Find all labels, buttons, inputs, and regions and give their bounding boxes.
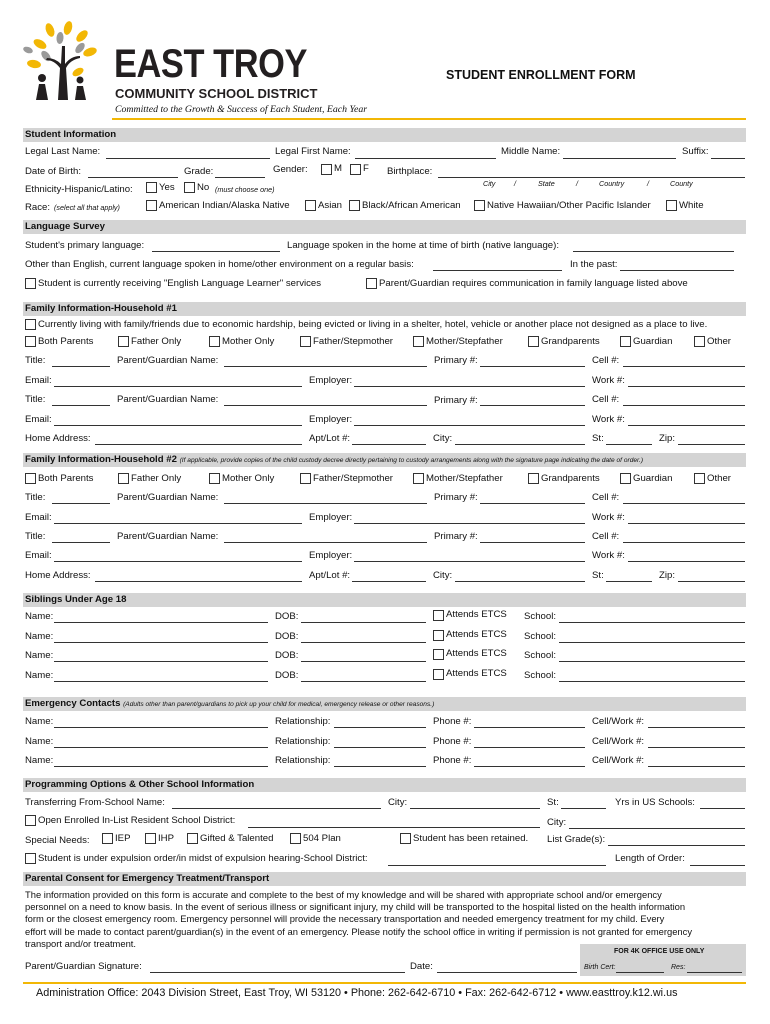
iep-checkbox[interactable] (102, 833, 113, 844)
length-label: Length of Order: (615, 853, 685, 864)
legal-last-field[interactable] (106, 158, 270, 159)
household1-option-checkbox[interactable] (118, 336, 129, 347)
h1-email2-field[interactable] (54, 425, 302, 426)
household1-option-checkbox[interactable] (209, 336, 220, 347)
date-field[interactable] (437, 972, 577, 973)
ihp-label: IHP (158, 833, 174, 844)
res-field[interactable] (687, 972, 742, 973)
h2-address-field[interactable] (95, 581, 302, 582)
h2-title2-field[interactable] (52, 542, 110, 543)
bp-country: Country (599, 179, 625, 188)
h2-zip-field[interactable] (678, 581, 745, 582)
h2-work2-field[interactable] (628, 561, 745, 562)
h2-title2-label: Title: (25, 531, 46, 542)
gender-label: Gender: (273, 164, 308, 175)
race-hawaiian-label: Native Hawaiian/Other Pacific Islander (487, 200, 651, 211)
emergency-phone-field[interactable] (474, 747, 585, 748)
race-white-checkbox[interactable] (666, 200, 677, 211)
h1-work2-field[interactable] (628, 425, 745, 426)
length-field[interactable] (690, 865, 745, 866)
list-grades-field[interactable] (608, 845, 745, 846)
birth-cert-label: Birth Cert: (584, 964, 616, 971)
emergency-relationship-field[interactable] (334, 766, 426, 767)
h1-city-label: City: (433, 433, 453, 444)
section-student-info (23, 128, 746, 142)
prog-city2-label: City: (547, 817, 567, 828)
consent-paragraph (25, 889, 747, 950)
section-title-text: Emergency Contacts (25, 698, 121, 709)
household2-option-checkbox[interactable] (620, 473, 631, 484)
prog-city-field[interactable] (410, 808, 540, 809)
sibling-name-label: Name: (25, 670, 54, 681)
h1-work1-field[interactable] (628, 386, 745, 387)
retained-label: Student has been retained. (413, 833, 529, 844)
h2-primary1-field[interactable] (480, 503, 585, 504)
birth-language-field[interactable] (573, 251, 734, 252)
h2-title1-label: Title: (25, 492, 46, 503)
household1-option-checkbox[interactable] (25, 336, 36, 347)
h2-parent2-label: Parent/Guardian Name: (117, 531, 219, 542)
sibling-dob-field[interactable] (301, 661, 426, 662)
emergency-name-label: Name: (25, 755, 54, 766)
h1-parent2-field[interactable] (224, 405, 427, 406)
open-enrolled-field[interactable] (248, 827, 540, 828)
sibling-dob-label: DOB: (275, 670, 299, 681)
grade-field[interactable] (215, 177, 265, 178)
other-language-field[interactable] (433, 270, 562, 271)
race-black-checkbox[interactable] (349, 200, 360, 211)
expulsion-label: Student is under expulsion order/in midst of expulsion hearing-School District: (38, 853, 368, 864)
ethnicity-yes-checkbox[interactable] (146, 182, 157, 193)
emergency-name-field[interactable] (54, 727, 268, 728)
race-amerind-label: American Indian/Alaska Native (159, 200, 290, 211)
sibling-dob-label: DOB: (275, 650, 299, 661)
sibling-attends-checkbox[interactable] (433, 610, 444, 621)
legal-first-label: Legal First Name: (275, 146, 351, 157)
emergency-phone-field[interactable] (474, 766, 585, 767)
household2-option-label: Guardian (633, 473, 673, 484)
footer-address: Administration Office: 2043 Division Street, East Troy, WI 53120 • Phone: 262-642-6710 • Fax: 262-642-6712 • www.easttroy.k12.wi.us (36, 987, 678, 999)
sibling-dob-field[interactable] (301, 681, 426, 682)
signature-field[interactable] (150, 972, 405, 973)
h1-email1-field[interactable] (54, 386, 302, 387)
household1-option-label: Guardian (633, 336, 673, 347)
emergency-phone-label: Phone #: (433, 736, 472, 747)
yrs-us-label: Yrs in US Schools: (615, 797, 695, 808)
sibling-name-field[interactable] (54, 622, 268, 623)
parent-comm-label: Parent/Guardian requires communication in family language listed above (379, 278, 688, 289)
sibling-school-label: School: (524, 670, 556, 681)
h1-title1-label: Title: (25, 355, 46, 366)
h1-employer2-field[interactable] (354, 425, 585, 426)
primary-language-field[interactable] (152, 251, 280, 252)
dob-field[interactable] (88, 177, 178, 178)
footer-rule (23, 982, 746, 984)
504-checkbox[interactable] (290, 833, 301, 844)
sibling-school-label: School: (524, 650, 556, 661)
h2-primary1-label: Primary #: (434, 492, 478, 503)
h1-apt-field[interactable] (352, 444, 426, 445)
sibling-school-label: School: (524, 631, 556, 642)
race-asian-checkbox[interactable] (305, 200, 316, 211)
section-title: Parental Consent for Emergency Treatment/Transport (25, 873, 270, 884)
birth-cert-field[interactable] (616, 972, 664, 973)
date-label: Date: (410, 961, 433, 972)
parent-comm-checkbox[interactable] (366, 278, 377, 289)
form-title: STUDENT ENROLLMENT FORM (446, 68, 636, 82)
h2-apt-field[interactable] (352, 581, 426, 582)
h2-parent2-field[interactable] (224, 542, 427, 543)
h2-work2-label: Work #: (592, 550, 625, 561)
gender-m-label: M (334, 163, 342, 174)
emergency-phone-label: Phone #: (433, 755, 472, 766)
sibling-attends-label: Attends ETCS (446, 648, 507, 659)
race-asian-label: Asian (318, 200, 342, 211)
section-title (25, 454, 643, 465)
household2-option-label: Father Only (131, 473, 182, 484)
emergency-note: (Adults other than parent/guardians to pick up your child for medical, emergency release or other reasons.) (123, 701, 435, 708)
h2-employer2-label: Employer: (309, 550, 353, 561)
sibling-school-label: School: (524, 611, 556, 622)
grade-label: Grade: (184, 166, 214, 177)
bp-sep: / (576, 179, 578, 188)
household1-option-checkbox[interactable] (694, 336, 705, 347)
household1-option-checkbox[interactable] (620, 336, 631, 347)
iep-label: IEP (115, 833, 131, 844)
h1-apt-label: Apt/Lot #: (309, 433, 351, 444)
emergency-cellwork-label: Cell/Work #: (592, 755, 645, 766)
h1-work2-label: Work #: (592, 414, 625, 425)
sibling-attends-checkbox[interactable] (433, 649, 444, 660)
sibling-dob-label: DOB: (275, 631, 299, 642)
section-title: Programming Options & Other School Information (25, 779, 255, 790)
race-note: (select all that apply) (54, 203, 120, 212)
expulsion-field[interactable] (388, 865, 606, 866)
emergency-relationship-label: Relationship: (275, 755, 331, 766)
hardship-label: Currently living with family/friends due to economic hardship, being evicted or living in a shelter, hotel, vehicle or another place not designed as a place to live. (38, 319, 708, 330)
household1-option-label: Mother Only (222, 336, 275, 347)
sibling-name-field[interactable] (54, 681, 268, 682)
household2-option-checkbox[interactable] (118, 473, 129, 484)
household2-option-label: Both Parents (38, 473, 94, 484)
legal-last-label: Legal Last Name: (25, 146, 101, 157)
h1-st-label: St: (592, 433, 604, 444)
household2-option-label: Other (707, 473, 731, 484)
hardship-checkbox[interactable] (25, 319, 36, 330)
h2-cell1-label: Cell #: (592, 492, 620, 503)
race-label: Race: (25, 202, 51, 213)
suffix-label: Suffix: (682, 146, 709, 157)
district-name: EAST TROY (114, 42, 307, 86)
h1-address-field[interactable] (95, 444, 302, 445)
household1-option-label: Father Only (131, 336, 182, 347)
h1-st-field[interactable] (606, 444, 652, 445)
emergency-name-field[interactable] (54, 747, 268, 748)
ethnicity-label: Ethnicity-Hispanic/Latino: (25, 184, 133, 195)
sibling-dob-field[interactable] (301, 642, 426, 643)
h1-zip-field[interactable] (678, 444, 745, 445)
bp-sep: / (647, 179, 649, 188)
section-title: Student Information (25, 129, 117, 140)
h2-email1-label: Email: (25, 512, 52, 523)
504-label: 504 Plan (303, 833, 341, 844)
emergency-name-field[interactable] (54, 766, 268, 767)
h2-primary2-field[interactable] (480, 542, 585, 543)
sibling-dob-label: DOB: (275, 611, 299, 622)
household1-option-label: Mother/Stepfather (426, 336, 503, 347)
emergency-relationship-field[interactable] (334, 727, 426, 728)
h1-address-label: Home Address: (25, 433, 91, 444)
h1-employer2-label: Employer: (309, 414, 353, 425)
emergency-phone-field[interactable] (474, 727, 585, 728)
h1-work1-label: Work #: (592, 375, 625, 386)
emergency-cellwork-field[interactable] (648, 727, 745, 728)
gender-f-label: F (363, 163, 369, 174)
section-language (23, 220, 746, 234)
ethnicity-no-label: No (197, 182, 210, 193)
household2-option-checkbox[interactable] (300, 473, 311, 484)
district-logo (20, 20, 112, 102)
primary-language-label: Student's primary language: (25, 240, 145, 251)
past-field[interactable] (620, 270, 734, 271)
yrs-us-field[interactable] (700, 808, 745, 809)
accent-rule (112, 118, 746, 120)
section-title: Family Information-Household #1 (25, 303, 177, 314)
sibling-school-field[interactable] (559, 642, 745, 643)
other-language-label: Other than English, current language spoken in home/other environment on a regular basis: (25, 259, 414, 270)
district-subtitle: COMMUNITY SCHOOL DISTRICT (115, 86, 318, 101)
household1-option-checkbox[interactable] (300, 336, 311, 347)
h2-email2-label: Email: (25, 550, 52, 561)
legal-first-field[interactable] (355, 158, 496, 159)
open-enrolled-checkbox[interactable] (25, 815, 36, 826)
res-label: Res: (671, 964, 686, 971)
h2-city-label: City: (433, 570, 453, 581)
h2-cell2-label: Cell #: (592, 531, 620, 542)
h2-title1-field[interactable] (52, 503, 110, 504)
h2-cell2-field[interactable] (623, 542, 745, 543)
transferring-field[interactable] (172, 808, 381, 809)
transferring-label: Transferring From-School Name: (25, 797, 165, 808)
middle-name-field[interactable] (563, 158, 676, 159)
household2-option-checkbox[interactable] (413, 473, 424, 484)
section-title (25, 698, 434, 709)
consent-line: effort will be made to contact parent/guardian(s) in the event of an emergency. Please notify the school office in writing if permission is not granted for emergency (25, 925, 693, 937)
sibling-school-field[interactable] (559, 661, 745, 662)
h1-parent1-field[interactable] (224, 366, 427, 367)
gender-f-checkbox[interactable] (350, 164, 361, 175)
household1-option-label: Other (707, 336, 731, 347)
sibling-name-field[interactable] (54, 642, 268, 643)
h1-primary2-field[interactable] (480, 405, 585, 406)
emergency-cellwork-label: Cell/Work #: (592, 736, 645, 747)
household2-option-label: Mother/Stepfather (426, 473, 503, 484)
prog-st-label: St: (547, 797, 559, 808)
consent-line: The information provided on this form is accurate and complete to the best of my knowledge and will be shared with appropriate school and/or emergency (25, 889, 662, 900)
h2-st-field[interactable] (606, 581, 652, 582)
open-enrolled-label: Open Enrolled In-List Resident School District: (38, 815, 236, 826)
sibling-dob-field[interactable] (301, 622, 426, 623)
emergency-relationship-field[interactable] (334, 747, 426, 748)
h2-work1-label: Work #: (592, 512, 625, 523)
race-black-label: Black/African American (362, 200, 461, 211)
list-grades-label: List Grade(s): (547, 834, 606, 845)
h2-zip-label: Zip: (659, 570, 675, 581)
h2-parent1-field[interactable] (224, 503, 427, 504)
birthplace-field[interactable] (438, 177, 745, 178)
section-title: Language Survey (25, 221, 105, 232)
expulsion-checkbox[interactable] (25, 853, 36, 864)
household2-option-checkbox[interactable] (528, 473, 539, 484)
sibling-name-label: Name: (25, 611, 54, 622)
dob-label: Date of Birth: (25, 166, 81, 177)
h1-cell2-field[interactable] (623, 405, 745, 406)
section-title-text: Family Information-Household #2 (25, 454, 177, 465)
h2-city-field[interactable] (455, 581, 585, 582)
section-siblings (23, 593, 746, 607)
sibling-attends-checkbox[interactable] (433, 669, 444, 680)
h1-primary2-label: Primary #: (434, 395, 478, 406)
h2-email1-field[interactable] (54, 523, 302, 524)
h1-zip-label: Zip: (659, 433, 675, 444)
ell-checkbox[interactable] (25, 278, 36, 289)
emergency-name-label: Name: (25, 716, 54, 727)
office-use-title: FOR 4K OFFICE USE ONLY (614, 948, 705, 955)
h2-primary2-label: Primary #: (434, 531, 478, 542)
h1-city-field[interactable] (455, 444, 585, 445)
special-needs-label: Special Needs: (25, 835, 90, 846)
household2-option-label: Grandparents (541, 473, 600, 484)
ell-label: Student is currently receiving "English Language Learner" services (38, 278, 322, 289)
birth-language-label: Language spoken in the home at time of birth (native language): (287, 240, 560, 251)
bp-state: State (538, 179, 555, 188)
sibling-attends-checkbox[interactable] (433, 630, 444, 641)
h1-cell1-label: Cell #: (592, 355, 620, 366)
emergency-phone-label: Phone #: (433, 716, 472, 727)
gifted-checkbox[interactable] (187, 833, 198, 844)
h1-email1-label: Email: (25, 375, 52, 386)
district-tagline: Committed to the Growth & Success of Each Student, Each Year (115, 104, 368, 115)
household2-option-checkbox[interactable] (209, 473, 220, 484)
h1-email2-label: Email: (25, 414, 52, 425)
household2-option-checkbox[interactable] (25, 473, 36, 484)
h1-parent1-label: Parent/Guardian Name: (117, 355, 219, 366)
sibling-name-label: Name: (25, 631, 54, 642)
bp-city: City (483, 179, 496, 188)
household1-option-checkbox[interactable] (413, 336, 424, 347)
suffix-field[interactable] (711, 158, 745, 159)
h1-employer1-field[interactable] (354, 386, 585, 387)
h1-title2-field[interactable] (52, 405, 110, 406)
retained-checkbox[interactable] (400, 833, 411, 844)
sibling-attends-label: Attends ETCS (446, 629, 507, 640)
h2-parent1-label: Parent/Guardian Name: (117, 492, 219, 503)
ethnicity-no-checkbox[interactable] (184, 182, 195, 193)
birthplace-label: Birthplace: (387, 166, 433, 177)
h1-title2-label: Title: (25, 394, 46, 405)
household2-option-label: Mother Only (222, 473, 275, 484)
bp-county: County (670, 179, 693, 188)
sibling-name-label: Name: (25, 650, 54, 661)
h2-employer2-field[interactable] (354, 561, 585, 562)
must-choose-note: (must choose one) (215, 185, 275, 194)
h2-apt-label: Apt/Lot #: (309, 570, 351, 581)
prog-st-field[interactable] (561, 808, 606, 809)
past-label: In the past: (570, 259, 618, 270)
middle-name-label: Middle Name: (501, 146, 561, 157)
household2-option-checkbox[interactable] (694, 473, 705, 484)
prog-city-label: City: (388, 797, 408, 808)
signature-label: Parent/Guardian Signature: (25, 961, 142, 972)
section-title: Siblings Under Age 18 (25, 594, 127, 605)
h2-email2-field[interactable] (54, 561, 302, 562)
gender-m-checkbox[interactable] (321, 164, 332, 175)
custody-note: (If applicable, provide copies of the child custody decree directly pertaining to custody arrangements along with the signature page indicating the date of order.) (179, 457, 644, 464)
h2-cell1-field[interactable] (623, 503, 745, 504)
consent-line: personnel on a need to know basis. In the event of serious illness or significant injury, my child will be transported to the hospital listed on the health information (25, 901, 686, 913)
emergency-relationship-label: Relationship: (275, 736, 331, 747)
h1-title1-field[interactable] (52, 366, 110, 367)
h2-employer1-label: Employer: (309, 512, 353, 523)
sibling-attends-label: Attends ETCS (446, 668, 507, 679)
bp-sep: / (514, 179, 516, 188)
sibling-school-field[interactable] (559, 681, 745, 682)
emergency-cellwork-field[interactable] (648, 747, 745, 748)
sibling-name-field[interactable] (54, 661, 268, 662)
household2-option-label: Father/Stepmother (313, 473, 393, 484)
gifted-label: Gifted & Talented (200, 833, 274, 844)
h1-cell2-label: Cell #: (592, 394, 620, 405)
h2-address-label: Home Address: (25, 570, 91, 581)
consent-line: form or the closest emergency room. Emergency personnel will provide the necessary transportation and needed emergency treatment for my child. Every (25, 913, 665, 925)
ethnicity-yes-label: Yes (159, 182, 175, 193)
sibling-school-field[interactable] (559, 622, 745, 623)
race-amerind-checkbox[interactable] (146, 200, 157, 211)
prog-city2-field[interactable] (569, 828, 745, 829)
consent-line: transport and/or treatment. (25, 937, 136, 949)
h2-employer1-field[interactable] (354, 523, 585, 524)
h1-parent2-label: Parent/Guardian Name: (117, 394, 219, 405)
emergency-cellwork-field[interactable] (648, 766, 745, 767)
race-white-label: White (679, 200, 704, 211)
h1-primary1-field[interactable] (480, 366, 585, 367)
emergency-cellwork-label: Cell/Work #: (592, 716, 645, 727)
household1-option-checkbox[interactable] (528, 336, 539, 347)
race-hawaiian-checkbox[interactable] (474, 200, 485, 211)
household1-option-label: Both Parents (38, 336, 94, 347)
household1-option-label: Grandparents (541, 336, 600, 347)
h1-primary1-label: Primary #: (434, 355, 478, 366)
household1-option-label: Father/Stepmother (313, 336, 393, 347)
emergency-relationship-label: Relationship: (275, 716, 331, 727)
h2-work1-field[interactable] (628, 523, 745, 524)
ihp-checkbox[interactable] (145, 833, 156, 844)
sibling-attends-label: Attends ETCS (446, 609, 507, 620)
h2-st-label: St: (592, 570, 604, 581)
h1-employer1-label: Employer: (309, 375, 353, 386)
h1-cell1-field[interactable] (623, 366, 745, 367)
emergency-name-label: Name: (25, 736, 54, 747)
